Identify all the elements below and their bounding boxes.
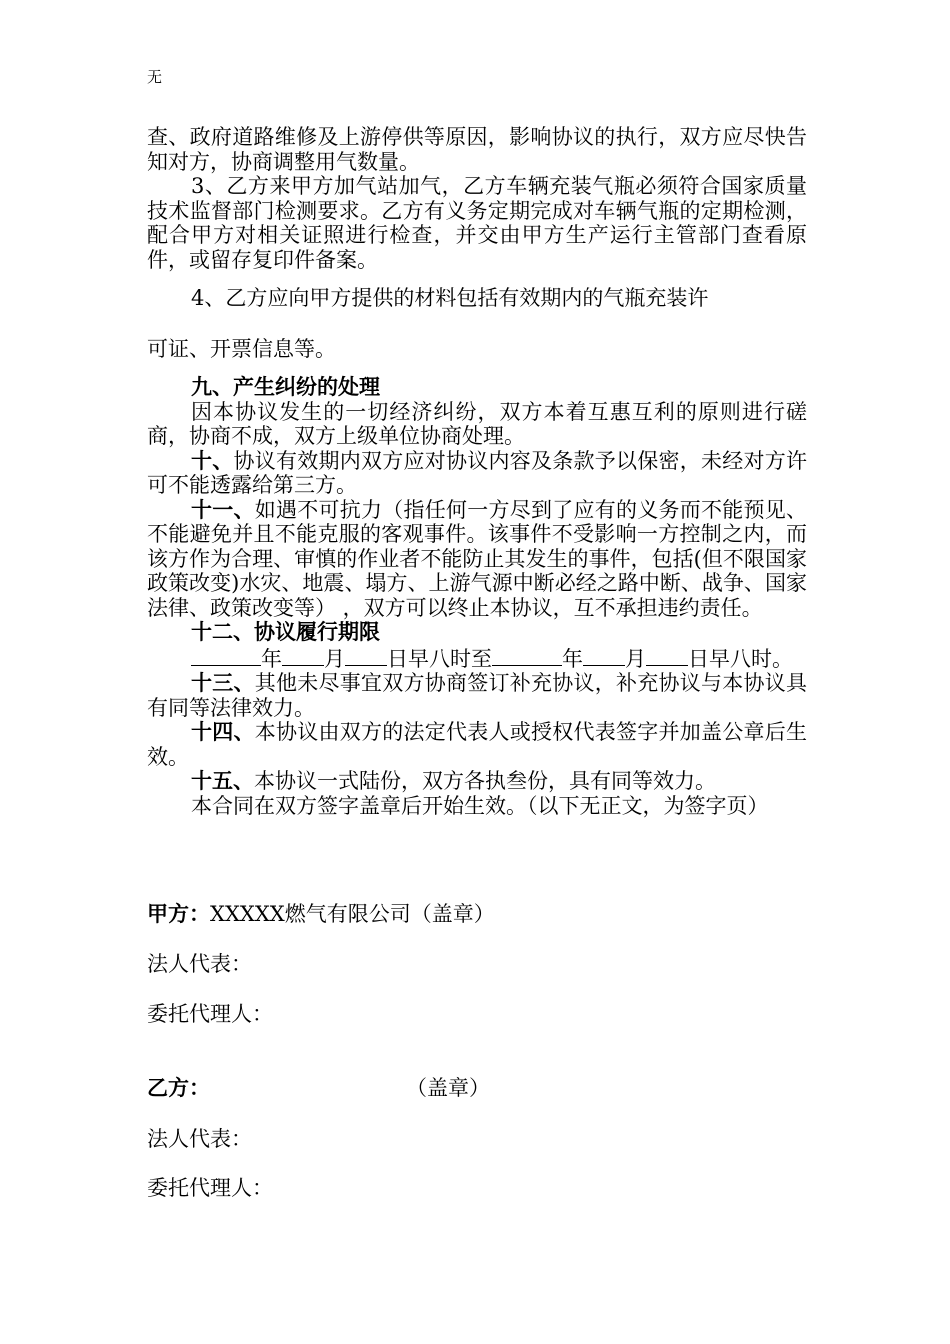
section-11 bbox=[147, 498, 807, 621]
section-14-title: 十四、 bbox=[191, 719, 255, 744]
section-12-title: 十二、协议履行期限 bbox=[191, 619, 380, 644]
section-14-body: 本协议由双方的法定代表人或授权代表签字并加盖公章后生效。 bbox=[147, 720, 807, 769]
section-15 bbox=[147, 769, 807, 794]
section-15-body: 本协议一式陆份，双方各执叁份，具有同等效力。 bbox=[254, 769, 716, 793]
clauses-section bbox=[147, 375, 807, 818]
section-9-title: 九、产生纠纷的处理 bbox=[191, 374, 380, 399]
party-b-agent: 委托代理人： bbox=[147, 1176, 273, 1200]
section-13 bbox=[147, 671, 807, 720]
party-a-label: 甲方： bbox=[147, 901, 210, 926]
paragraph-continued bbox=[147, 125, 807, 272]
term-day-1: 日早八时至 bbox=[387, 646, 492, 671]
party-b-rep: 法人代表： bbox=[147, 1127, 252, 1151]
paragraph-clause-3: 3、乙方来甲方加气站加气，乙方车辆充装气瓶必须符合国家质量技术监督部门检测要求。乙方有义务定期完成对车辆气瓶的定期检测，配合甲方对相关证照进行检查，并交由甲方生产运行主管部门查看原件，或留存复印件备案。 bbox=[147, 174, 807, 272]
section-13-title: 十三、 bbox=[191, 670, 255, 695]
term-year-2: 年 bbox=[562, 646, 583, 671]
party-b-seal: （盖章） bbox=[406, 1076, 490, 1100]
section-10-body: 协议有效期内双方应对协议内容及条款予以保密，未经对方许可不能透露给第三方。 bbox=[147, 448, 807, 497]
closing-statement: 本合同在双方签字盖章后开始生效。（以下无正文，为签字页） bbox=[191, 793, 769, 818]
section-9-body: 因本协议发生的一切经济纠纷，双方本着互惠互利的原则进行磋商，协商不成，双方上级单位协商处理。 bbox=[147, 399, 807, 448]
section-10 bbox=[147, 449, 807, 498]
blank-month-1[interactable] bbox=[282, 645, 324, 666]
blank-day-2[interactable] bbox=[646, 645, 688, 666]
paragraph-clause-4-cont bbox=[147, 337, 807, 362]
term-month-1: 月 bbox=[324, 646, 345, 671]
section-12-term bbox=[147, 645, 807, 672]
paragraph-clause-4-line-2: 可证、开票信息等。 bbox=[147, 337, 336, 361]
section-10-title: 十、 bbox=[191, 447, 234, 473]
section-13-body: 其他未尽事宜双方协商签订补充协议，补充协议与本协议具有同等法律效力。 bbox=[147, 671, 807, 720]
party-a-line bbox=[147, 898, 495, 928]
blank-year-1[interactable] bbox=[191, 645, 261, 666]
blank-day-1[interactable] bbox=[345, 645, 387, 666]
party-a-name: XXXXX燃气有限公司（盖章） bbox=[210, 902, 495, 926]
section-15-title: 十五、 bbox=[191, 768, 254, 793]
blank-month-2[interactable] bbox=[583, 645, 625, 666]
paragraph-1: 查、政府道路维修及上游停供等原因，影响协议的执行，双方应尽快告知对方，协商调整用气数量。 bbox=[147, 125, 807, 174]
party-a-agent: 委托代理人： bbox=[147, 1002, 273, 1026]
section-11-body: 如遇不可抗力（指任何一方尽到了应有的义务而不能预见、不能避免并且不能克服的客观事件。该事件不受影响一方控制之内，而该方作为合理、审慎的作业者不能防止其发生的事件，包括(但不限国家政策改变)水灾、地震、塌方、上游气源中断必经之路中断、战争、国家法律、政策改变等） ，双方可以终止本协议，互不承担违约责任。 bbox=[147, 497, 807, 620]
section-11-title: 十一、 bbox=[191, 496, 255, 522]
blank-year-2[interactable] bbox=[492, 645, 562, 666]
section-14 bbox=[147, 720, 807, 769]
term-day-2: 日早八时。 bbox=[688, 646, 793, 671]
party-a-rep: 法人代表： bbox=[147, 952, 252, 976]
paragraph-clause-4-line-1: 4、乙方应向甲方提供的材料包括有效期内的气瓶充装许 bbox=[191, 286, 709, 310]
party-b-label: 乙方： bbox=[147, 1075, 210, 1100]
paragraph-clause-4 bbox=[147, 286, 807, 311]
party-b-line bbox=[147, 1072, 490, 1102]
term-year-1: 年 bbox=[261, 646, 282, 671]
term-month-2: 月 bbox=[625, 646, 646, 671]
page-header: 无 bbox=[147, 68, 163, 86]
